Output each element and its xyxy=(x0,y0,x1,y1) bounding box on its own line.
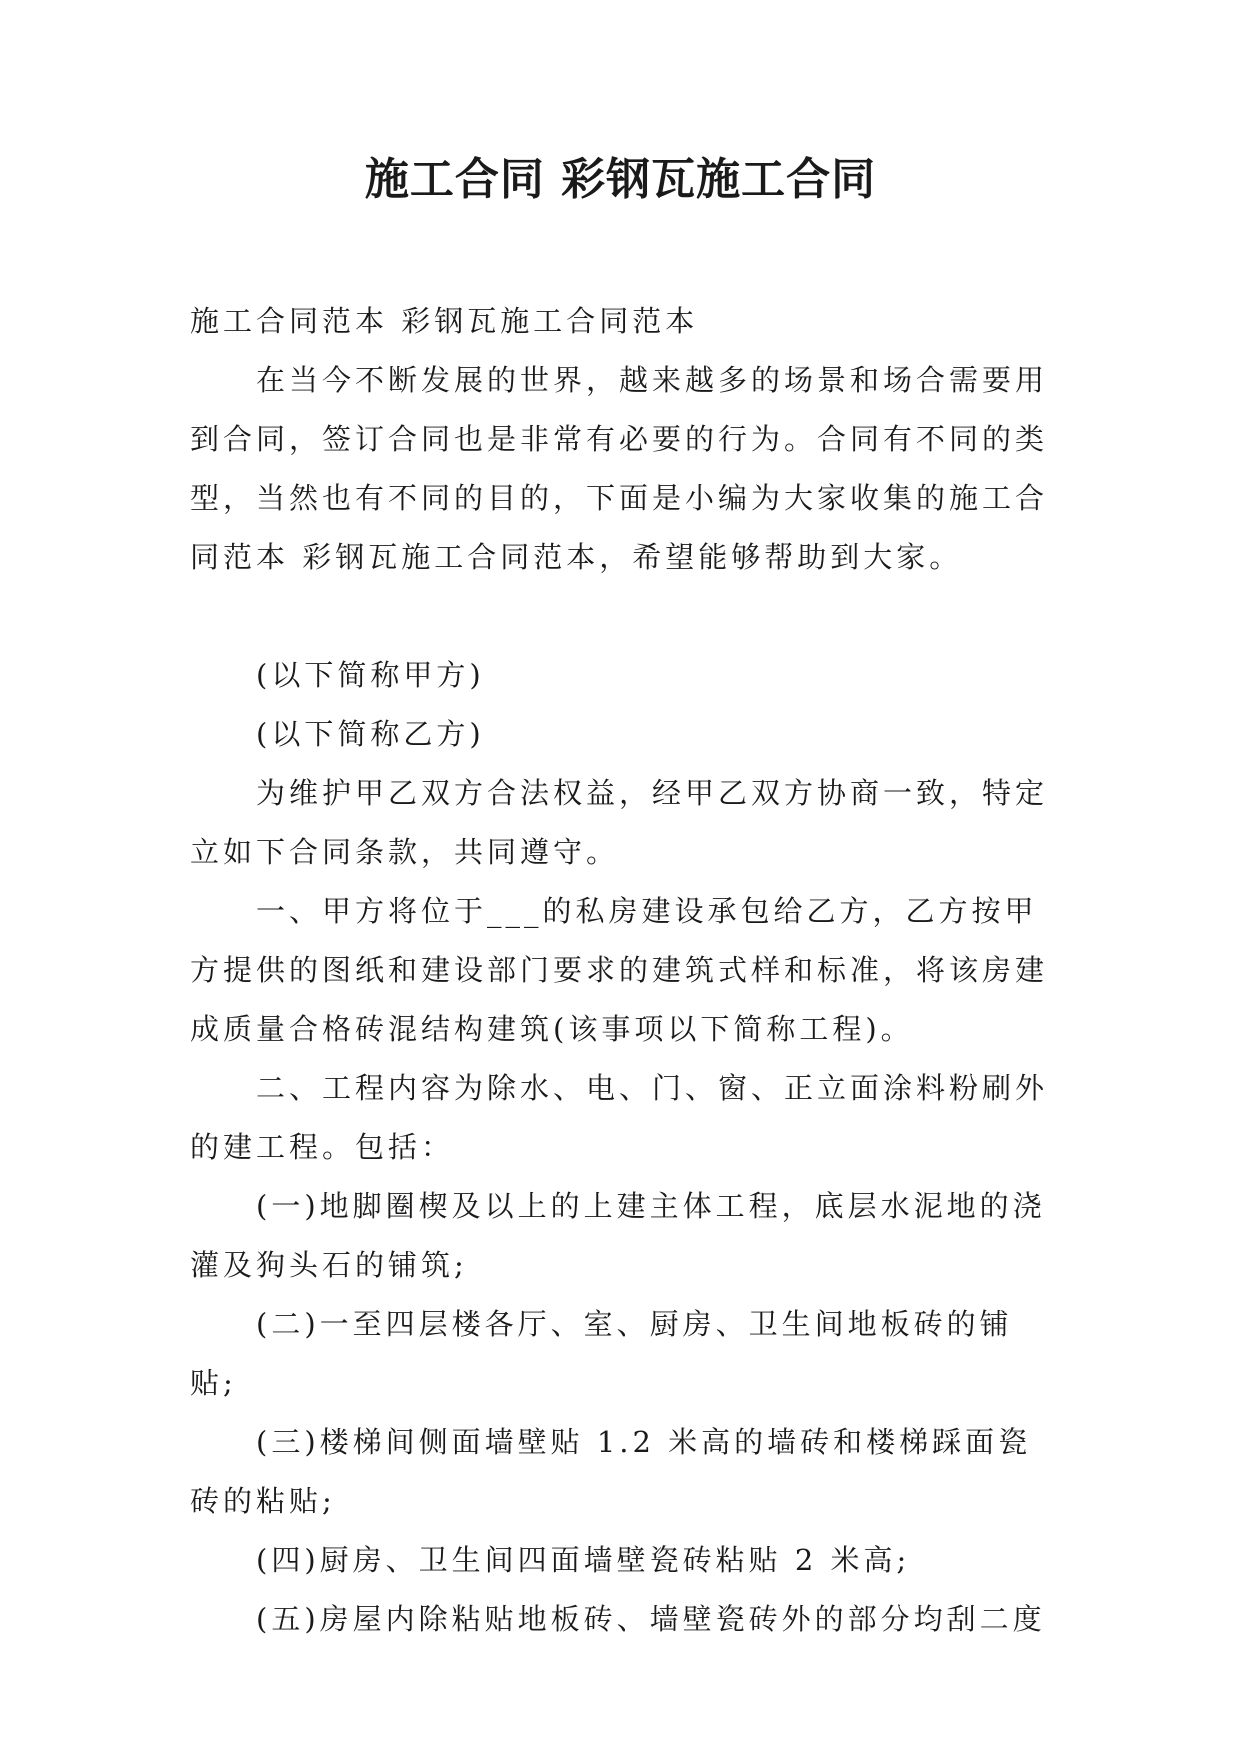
clause-2: 二、工程内容为除水、电、门、窗、正立面涂料粉刷外的建工程。包括： xyxy=(190,1071,1049,1164)
party-b-line: (以下简称乙方) xyxy=(256,717,485,751)
document-body xyxy=(190,292,1050,1649)
clause-2-item-5: (五)房屋内除粘贴地板砖、墙壁瓷砖外的部分均刮二度 xyxy=(256,1602,1046,1636)
paragraph-spacer xyxy=(190,587,1050,646)
clause-1: 一、甲方将位于___的私房建设承包给乙方，乙方按甲方提供的图纸和建设部门要求的建筑式样和标准，将该房建成质量合格砖混结构建筑(该事项以下简称工程)。 xyxy=(190,894,1049,1046)
clause-2-item-1: (一)地脚圈楔及以上的上建主体工程，底层水泥地的浇灌及狗头石的铺筑; xyxy=(190,1189,1046,1282)
clause-2-item-2: (二)一至四层楼各厅、室、厨房、卫生间地板砖的铺贴; xyxy=(190,1307,1013,1400)
intro-paragraph: 在当今不断发展的世界，越来越多的场景和场合需要用到合同，签订合同也是非常有必要的行为。合同有不同的类型，当然也有不同的目的，下面是小编为大家收集的施工合同范本 彩钢瓦施工合同范本，希望能够帮助到大家。 xyxy=(190,363,1049,574)
document-title: 施工合同 彩钢瓦施工合同 xyxy=(364,154,877,205)
document-subtitle: 施工合同范本 彩钢瓦施工合同范本 xyxy=(190,304,699,338)
party-a-line: (以下简称甲方) xyxy=(256,658,485,692)
clause-2-item-4: (四)厨房、卫生间四面墙壁瓷砖粘贴 2 米高; xyxy=(256,1543,911,1577)
clause-2-item-3: (三)楼梯间侧面墙壁贴 1.2 米高的墙砖和楼梯踩面瓷砖的粘贴; xyxy=(190,1425,1032,1518)
preamble-paragraph: 为维护甲乙双方合法权益，经甲乙双方协商一致，特定立如下合同条款，共同遵守。 xyxy=(190,776,1049,869)
